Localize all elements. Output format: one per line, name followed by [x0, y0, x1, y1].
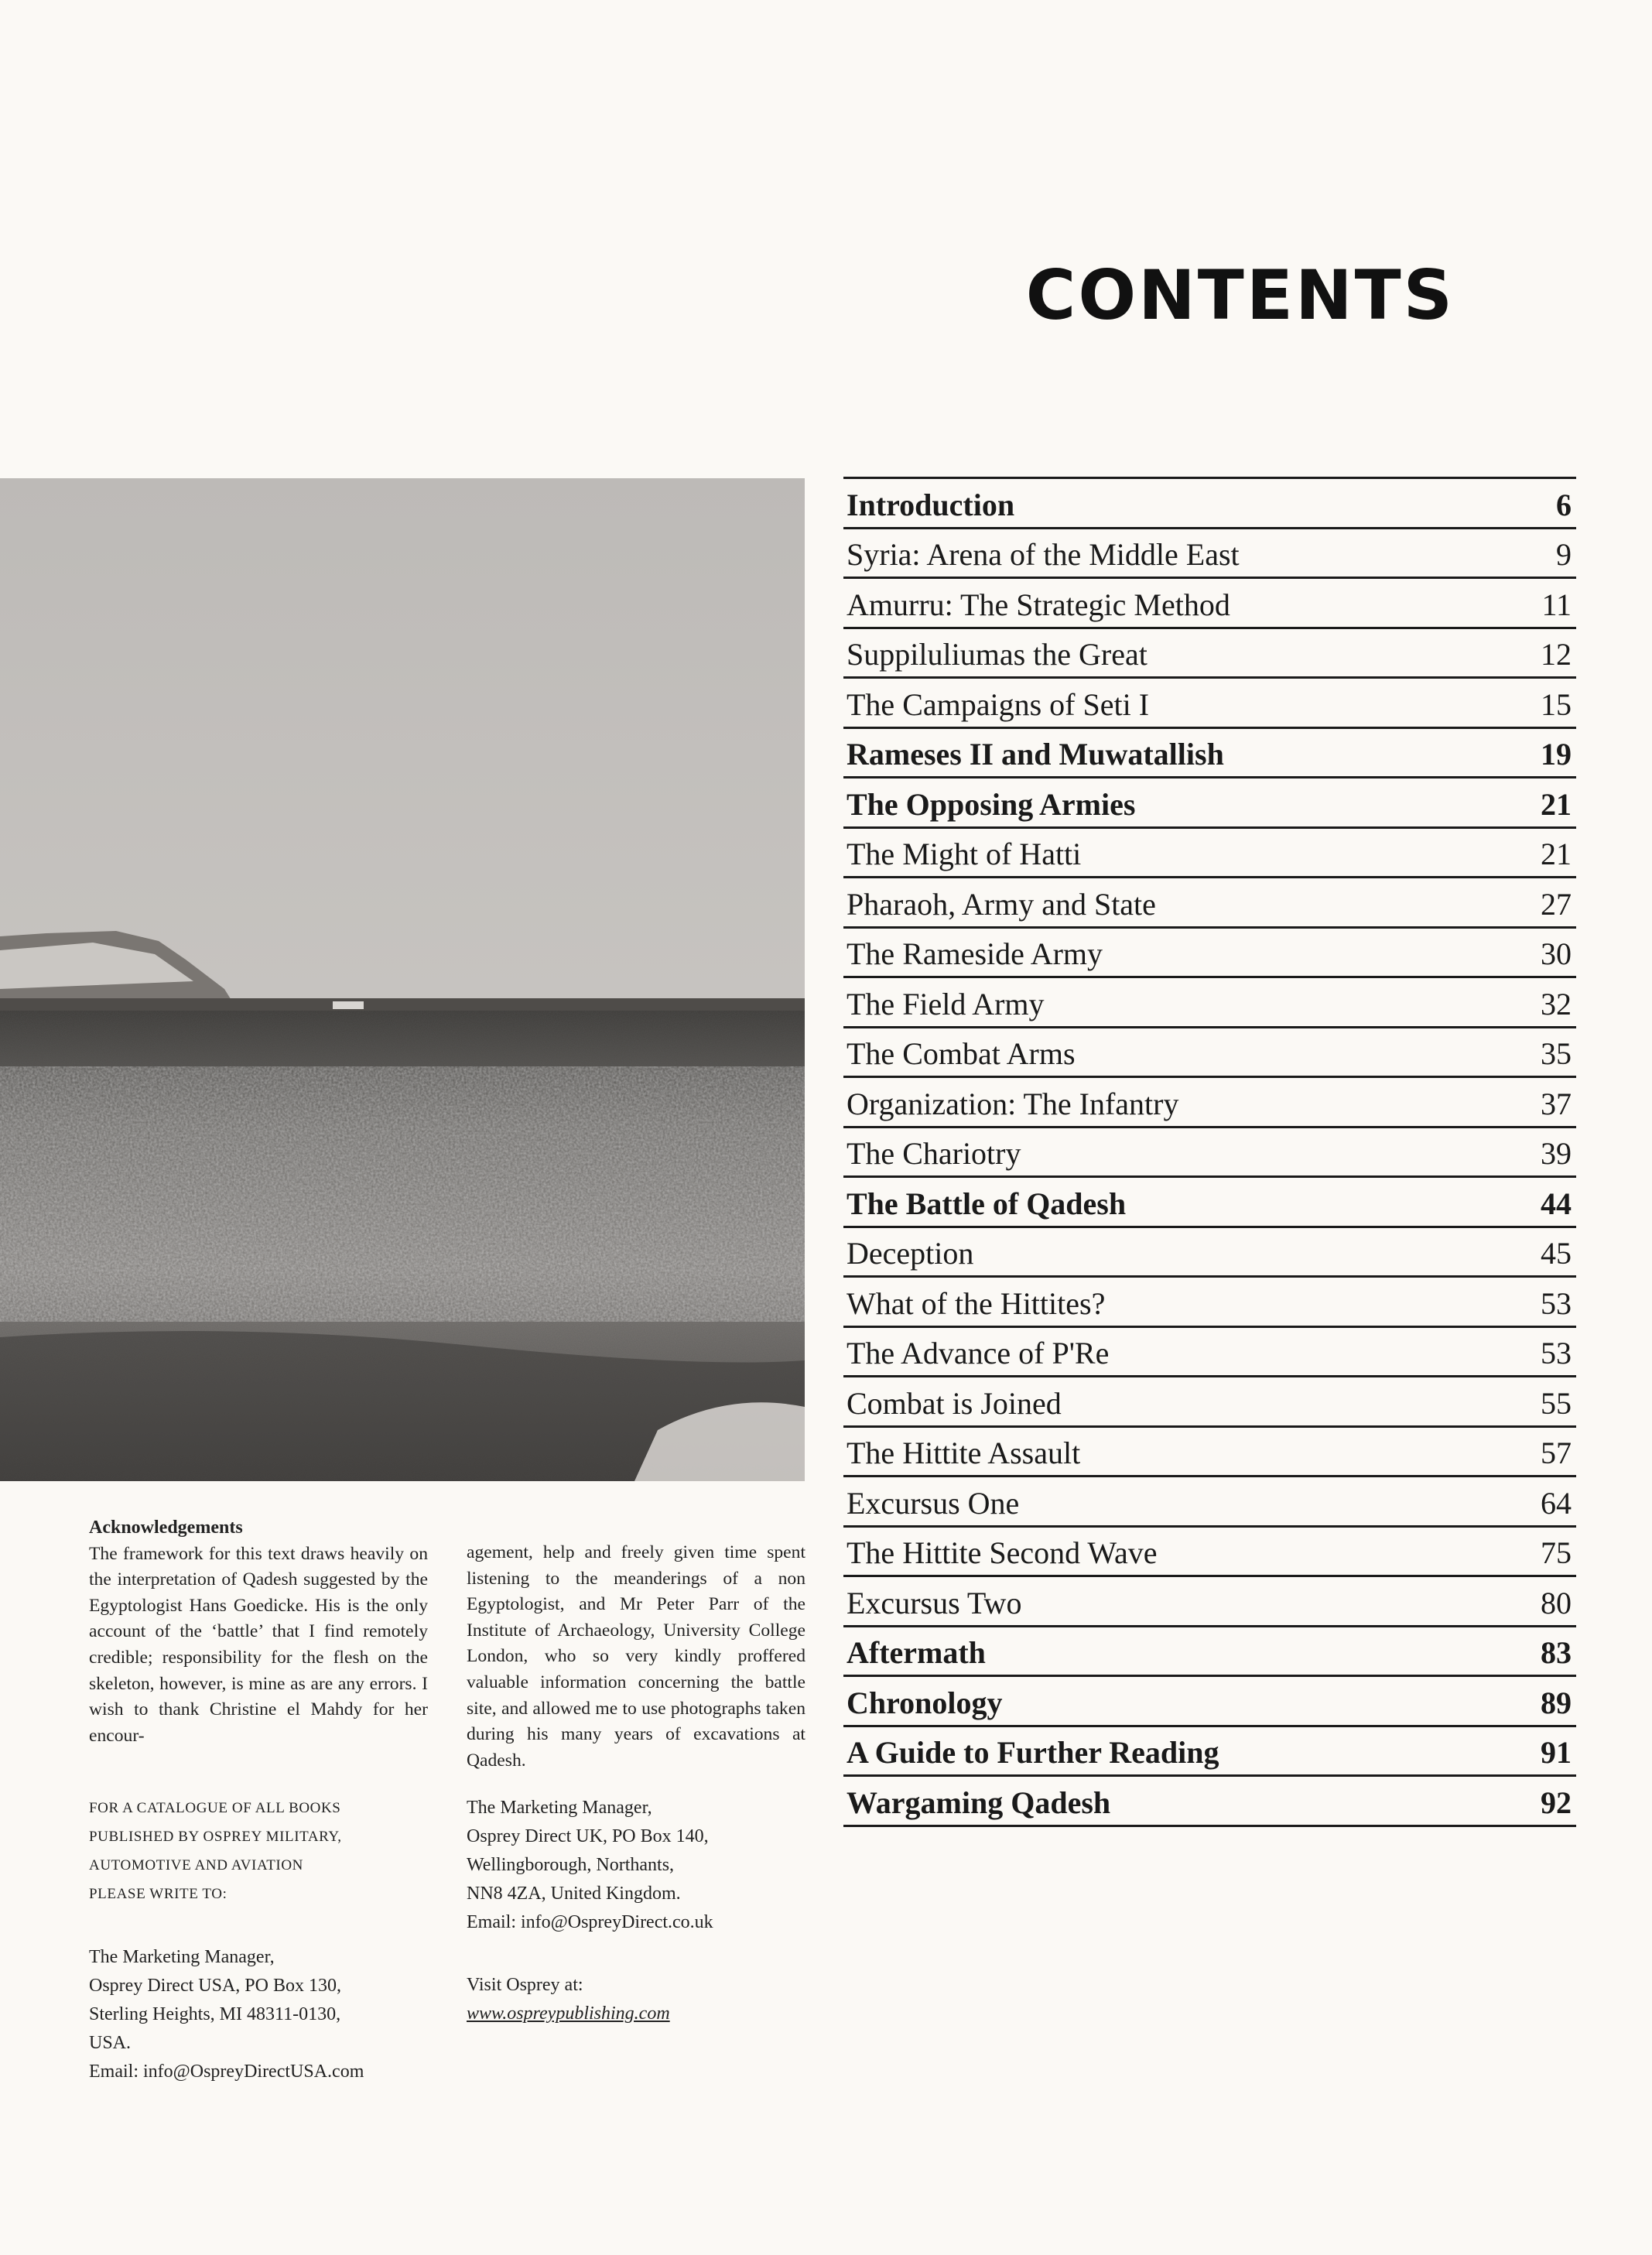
battle-site-photo: [0, 478, 805, 1481]
toc-entry-title: The Campaigns of Seti I: [847, 686, 1150, 722]
toc-entry-page: 53: [1541, 1336, 1572, 1370]
toc-entry-title: The Hittite Second Wave: [847, 1535, 1158, 1570]
toc-entry-page: 11: [1541, 587, 1572, 622]
acknowledgements-text-1: The framework for this text draws heavily on the interpretation of Qadesh suggested by the Egyptologist Hans Goedicke. His is the only account of the ‘battle’ that I find remotely credible; responsibility for the flesh on the skeleton, however, is mine as are any errors. I wish to thank Christine el Mahdy for her encour-: [89, 1543, 428, 1746]
toc-entry[interactable]: [843, 878, 1576, 929]
toc-entry-page: 21: [1541, 837, 1572, 871]
address-line: Osprey Direct USA, PO Box 130,: [89, 1976, 341, 1996]
toc-entry-title: A Guide to Further Reading: [847, 1735, 1219, 1770]
address-line: NN8 4ZA, United Kingdom.: [467, 1884, 681, 1904]
toc-entry-title: The Hittite Assault: [847, 1435, 1081, 1470]
toc-entry-title: Combat is Joined: [847, 1385, 1062, 1421]
toc-entry[interactable]: [843, 529, 1576, 580]
toc-entry-page: 32: [1541, 986, 1572, 1021]
toc-entry-page: 39: [1541, 1136, 1572, 1171]
toc-entry-page: 92: [1541, 1784, 1572, 1820]
toc-entry-page: 83: [1541, 1635, 1572, 1670]
toc-entry-page: 21: [1541, 786, 1572, 822]
toc-entry[interactable]: [843, 1528, 1576, 1578]
toc-entry-title: The Might of Hatti: [847, 837, 1082, 871]
toc-entry[interactable]: [843, 629, 1576, 679]
address-line: The Marketing Manager,: [89, 1947, 275, 1967]
address-uk: [467, 1794, 713, 1937]
toc-entry-title: Organization: The Infantry: [847, 1086, 1179, 1121]
toc-entry-page: 35: [1541, 1036, 1572, 1071]
toc-entry[interactable]: [843, 1028, 1576, 1079]
toc-entry-title: Excursus Two: [847, 1585, 1022, 1620]
email-uk[interactable]: Email: info@OspreyDirect.co.uk: [467, 1912, 713, 1932]
toc-entry-page: 37: [1541, 1086, 1572, 1121]
toc-entry-title: What of the Hittites?: [847, 1285, 1106, 1321]
toc-entry-page: 12: [1541, 637, 1572, 672]
toc-entry-title: The Field Army: [847, 986, 1045, 1021]
toc-entry-title: Aftermath: [847, 1635, 986, 1670]
toc-entry-page: 19: [1541, 737, 1572, 772]
toc-entry-page: 45: [1541, 1236, 1572, 1271]
toc-entry-page: 80: [1541, 1585, 1572, 1620]
toc-entry-page: 9: [1556, 537, 1572, 572]
toc-entry[interactable]: [843, 1727, 1576, 1778]
contents-list: [843, 477, 1576, 1827]
catalogue-line: PLEASE WRITE TO:: [89, 1886, 227, 1902]
visit-label: Visit Osprey at:: [467, 1975, 583, 1995]
toc-entry-title: The Advance of P'Re: [847, 1336, 1110, 1370]
toc-entry[interactable]: [843, 829, 1576, 879]
toc-entry-title: Introduction: [847, 487, 1015, 522]
toc-entry[interactable]: [843, 1128, 1576, 1179]
toc-entry-page: 44: [1541, 1186, 1572, 1221]
toc-entry-page: 91: [1541, 1735, 1572, 1770]
acknowledgements-col1: [89, 1515, 428, 1749]
toc-entry[interactable]: [843, 1178, 1576, 1228]
toc-entry-page: 55: [1541, 1385, 1572, 1421]
toc-entry-title: Suppiluliumas the Great: [847, 637, 1148, 672]
toc-entry-page: 30: [1541, 936, 1572, 971]
toc-entry[interactable]: [843, 1278, 1576, 1328]
toc-entry-page: 64: [1541, 1485, 1572, 1521]
toc-entry-page: 15: [1541, 686, 1572, 722]
toc-entry-page: 6: [1556, 487, 1572, 522]
toc-entry[interactable]: [843, 978, 1576, 1028]
toc-entry[interactable]: [843, 579, 1576, 629]
toc-entry-title: Chronology: [847, 1685, 1003, 1720]
catalogue-line: AUTOMOTIVE AND AVIATION: [89, 1857, 303, 1873]
toc-entry[interactable]: [843, 679, 1576, 729]
toc-entry[interactable]: [843, 1228, 1576, 1278]
toc-entry-page: 57: [1541, 1435, 1572, 1470]
toc-entry[interactable]: [843, 778, 1576, 829]
toc-entry-title: Rameses II and Muwatallish: [847, 737, 1224, 772]
toc-entry-title: The Chariotry: [847, 1136, 1021, 1171]
address-line: Sterling Heights, MI 48311-0130,: [89, 2004, 341, 2024]
toc-entry-title: The Combat Arms: [847, 1036, 1076, 1071]
toc-entry-title: The Opposing Armies: [847, 786, 1136, 822]
toc-entry[interactable]: [843, 1078, 1576, 1128]
toc-entry[interactable]: [843, 1627, 1576, 1678]
toc-entry[interactable]: [843, 729, 1576, 779]
catalogue-line: PUBLISHED BY OSPREY MILITARY,: [89, 1829, 342, 1845]
toc-entry-title: Pharaoh, Army and State: [847, 886, 1156, 922]
toc-entry-title: Syria: Arena of the Middle East: [847, 537, 1240, 572]
acknowledgements-col2: [467, 1540, 805, 1774]
toc-entry-page: 75: [1541, 1535, 1572, 1570]
toc-entry[interactable]: [843, 479, 1576, 529]
toc-entry[interactable]: [843, 1577, 1576, 1627]
toc-entry[interactable]: [843, 1377, 1576, 1428]
toc-entry-title: Excursus One: [847, 1485, 1020, 1521]
address-line: USA.: [89, 2033, 132, 2053]
toc-entry[interactable]: [843, 1428, 1576, 1478]
toc-entry-title: Deception: [847, 1236, 974, 1271]
acknowledgements-heading: Acknowledgements: [89, 1518, 243, 1538]
acknowledgements-text-2: agement, help and freely given time spent listening to the meanderings of a non Egyptologist, and Mr Peter Parr of the Institute of Archaeology, University College London, who so very kindly proffered valuable information concerning the battle site, and allowed me to use photographs taken during his many years of excavations at Qadesh.: [467, 1542, 805, 1771]
address-line: Osprey Direct UK, PO Box 140,: [467, 1826, 709, 1846]
address-usa: [89, 1943, 364, 2086]
toc-entry[interactable]: [843, 1477, 1576, 1528]
toc-entry[interactable]: [843, 1777, 1576, 1827]
email-usa[interactable]: Email: info@OspreyDirectUSA.com: [89, 2062, 364, 2082]
toc-entry[interactable]: [843, 1328, 1576, 1378]
address-line: Wellingborough, Northants,: [467, 1855, 675, 1875]
toc-entry[interactable]: [843, 929, 1576, 979]
toc-entry-page: 53: [1541, 1285, 1572, 1321]
toc-entry-page: 89: [1541, 1685, 1572, 1720]
toc-entry[interactable]: [843, 1677, 1576, 1727]
catalogue-line: FOR A CATALOGUE OF ALL BOOKS: [89, 1800, 341, 1816]
toc-entry-page: 27: [1541, 886, 1572, 922]
toc-entry-title: The Battle of Qadesh: [847, 1186, 1127, 1221]
address-line: The Marketing Manager,: [467, 1798, 652, 1818]
visit-osprey: [467, 1971, 670, 2028]
toc-entry-title: The Rameside Army: [847, 936, 1103, 971]
toc-entry-title: Wargaming Qadesh: [847, 1784, 1111, 1820]
page-title: CONTENTS: [1025, 255, 1455, 335]
toc-entry-title: Amurru: The Strategic Method: [847, 587, 1230, 622]
catalogue-notice: [89, 1794, 342, 1908]
website-link[interactable]: www.ospreypublishing.com: [467, 2003, 670, 2024]
